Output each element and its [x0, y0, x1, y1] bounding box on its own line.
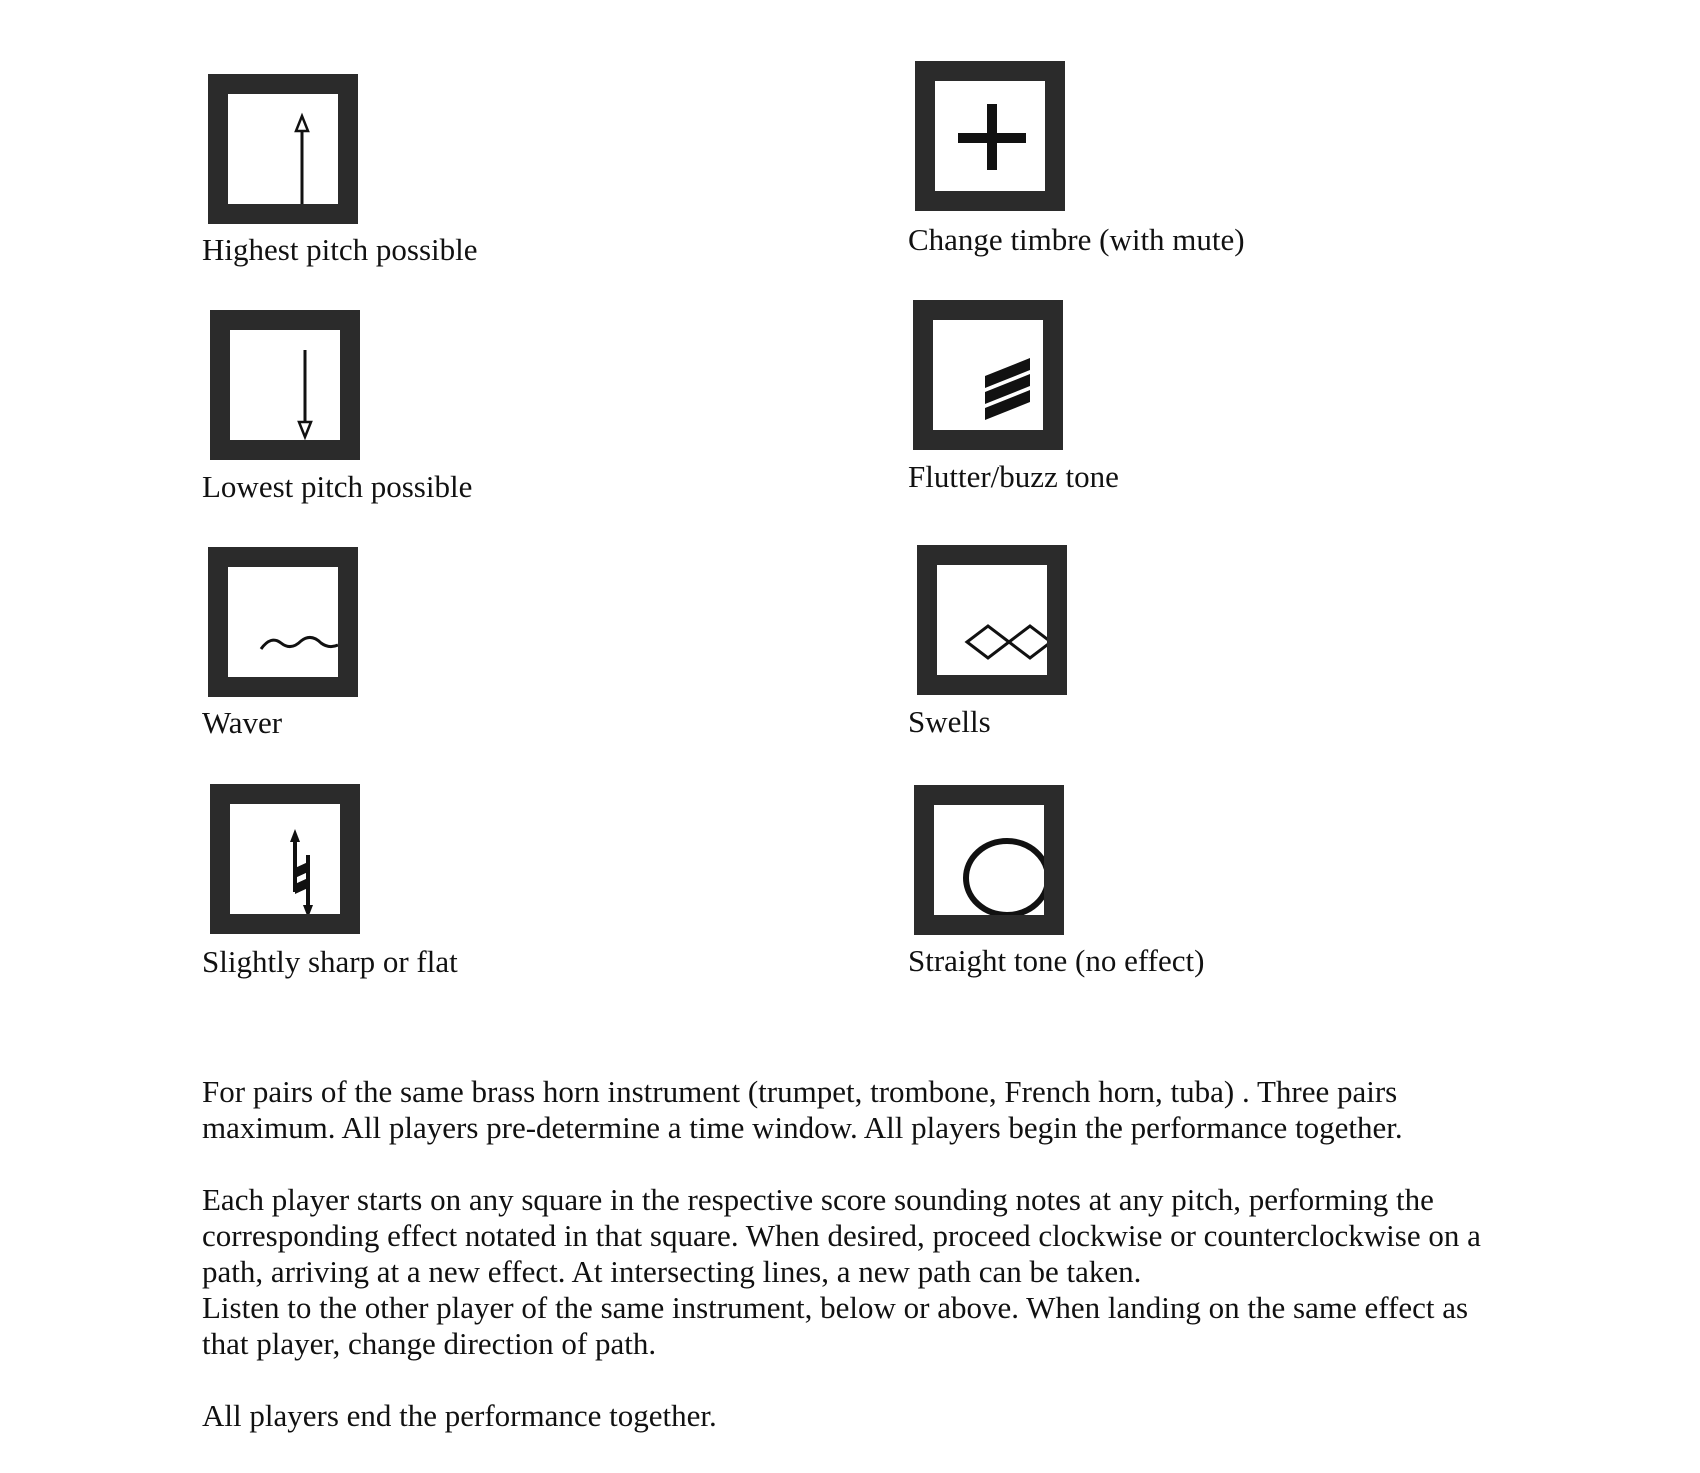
symbol-straight-tone — [914, 785, 1064, 935]
paragraph-spacer — [202, 1362, 1522, 1398]
arrow-up-icon — [228, 94, 338, 204]
circle-icon — [934, 805, 1044, 915]
symbol-highest-pitch — [208, 74, 358, 224]
symbol-label-lowest-pitch: Lowest pitch possible — [202, 469, 473, 504]
symbol-flutter-buzz — [913, 300, 1063, 450]
symbol-lowest-pitch — [210, 310, 360, 460]
double-diamond-icon — [937, 565, 1047, 675]
instruction-paragraph-end: All players end the performance together. — [202, 1398, 717, 1433]
instruction-paragraph-listen: Listen to the other player of the same instrument, below or above. When landing on the same effect as that player, change direction of path. — [202, 1290, 1469, 1361]
plus-icon — [935, 81, 1045, 191]
symbol-swells — [917, 545, 1067, 695]
symbol-waver — [208, 547, 358, 697]
instruction-paragraph-start: Each player starts on any square in the respective score sounding notes at any pitch, performing the corresponding effect notated in that square. When desired, proceed clockwise or counterclockwise on a path, arriving at a new effect. At intersecting lines, a new path can be taken. — [202, 1182, 1481, 1289]
performance-instructions — [202, 1074, 1522, 1434]
wave-icon — [228, 567, 338, 677]
arrow-down-icon — [230, 330, 340, 440]
symbol-change-timbre — [915, 61, 1065, 211]
symbol-label-highest-pitch: Highest pitch possible — [202, 232, 478, 267]
instruction-paragraph-setup: For pairs of the same brass horn instrument (trumpet, trombone, French horn, tuba) . Three pairs maximum. All players pre-determine a time window. All players begin the performance together. — [202, 1074, 1403, 1145]
symbol-label-flutter-buzz: Flutter/buzz tone — [908, 459, 1119, 494]
paragraph-spacer — [202, 1146, 1522, 1182]
natural-sign-arrows-icon — [230, 804, 340, 914]
symbol-label-change-timbre: Change timbre (with mute) — [908, 222, 1245, 257]
symbol-label-swells: Swells — [908, 704, 991, 739]
symbol-label-sharp-flat: Slightly sharp or flat — [202, 944, 458, 979]
symbol-label-straight-tone: Straight tone (no effect) — [908, 943, 1205, 978]
tremolo-slashes-icon — [933, 320, 1043, 430]
symbol-sharp-flat — [210, 784, 360, 934]
symbol-label-waver: Waver — [202, 705, 283, 740]
